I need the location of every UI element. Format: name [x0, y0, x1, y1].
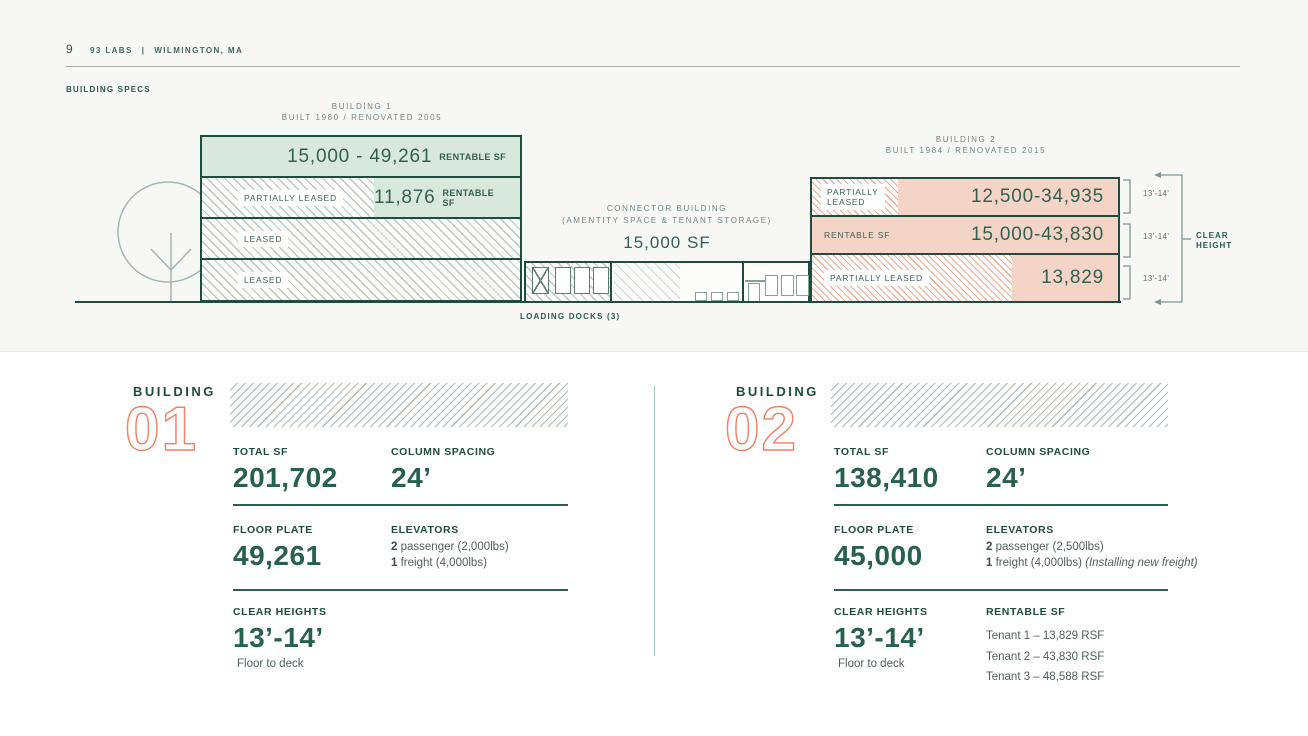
building1-hatch-strip — [230, 383, 568, 427]
building2-floor2-label: RENTABLE SF — [824, 230, 891, 240]
elevator-line-1 — [391, 539, 509, 555]
total-sf-value-2: 138,410 — [834, 462, 939, 493]
building2-floor3-hatch — [812, 255, 1012, 301]
window-1 — [765, 275, 778, 296]
dock-door-crossed — [532, 267, 549, 294]
header-rule — [66, 66, 1240, 67]
clear-height-tick-3: 13'-14' — [1143, 274, 1170, 283]
building1-floor-top-unit: RENTABLE SF — [439, 151, 506, 162]
elevator-line-2 — [986, 555, 1198, 571]
panel1-divider-2 — [233, 589, 568, 591]
building2-spec-panel — [723, 380, 1198, 683]
page-number: 9 — [66, 42, 73, 56]
strip-divider — [742, 263, 744, 301]
building1-floor2-hatch — [202, 178, 374, 217]
dock-door-3 — [593, 267, 609, 294]
connector-subtitle: (AMENTITY SPACE & TENANT STORAGE) — [562, 216, 772, 225]
total-sf-label-2: TOTAL SF — [834, 446, 889, 458]
building1-floor2-value: 11,876 — [374, 186, 436, 208]
clear-heights-value-1: 13’-14’ — [233, 622, 324, 653]
floor-plate-label-2: FLOOR PLATE — [834, 524, 914, 536]
ground-unit-1 — [695, 292, 707, 301]
elevators-label-2: ELEVATORS — [986, 524, 1054, 536]
elevator-line-1 — [986, 539, 1198, 555]
elevator-count: 2 — [986, 541, 993, 553]
building2-floor1-label-line1: PARTIALLY — [827, 187, 879, 197]
building2-diagram — [810, 177, 1120, 303]
building1-diagram — [200, 135, 522, 302]
elevators-lines-2 — [986, 539, 1198, 571]
building2-floor3-value: 13,829 — [1041, 267, 1104, 288]
column-spacing-label-1: COLUMN SPACING — [391, 446, 496, 458]
brand-location: WILMINGTON, MA — [154, 46, 244, 55]
floor-plate-value-2: 45,000 — [834, 540, 923, 571]
building2-number-text: 02 — [725, 396, 798, 460]
ground-unit-3 — [727, 292, 739, 301]
building1-floor2-unit: RENTABLE SF — [442, 187, 495, 208]
building1-number-text: 01 — [125, 396, 198, 460]
elevator-text: passenger (2,500lbs) — [995, 541, 1104, 553]
building1-floor2-label: PARTIALLY LEASED — [238, 190, 343, 206]
rentable-sf-label: RENTABLE SF — [986, 606, 1066, 618]
building2-floor-1 — [812, 179, 1118, 217]
section-label: BUILDING SPECS — [66, 85, 151, 94]
building1-floor4-label: LEASED — [238, 272, 288, 288]
floor-plate-label-1: FLOOR PLATE — [233, 524, 313, 536]
building2-caption — [810, 134, 1122, 156]
building2-floor3-label: PARTIALLY LEASED — [824, 270, 929, 286]
floor-plate-value-1: 49,261 — [233, 540, 322, 571]
brand-separator: | — [141, 46, 146, 55]
elevator-count: 1 — [391, 557, 398, 569]
connector-caption — [524, 203, 810, 253]
tenant-line-2: Tenant 2 – 43,830 RSF — [986, 650, 1105, 663]
building2-floor1-valuearea — [898, 179, 1118, 215]
ground-line — [75, 301, 1121, 303]
building1-title: BUILDING 1 — [331, 102, 393, 111]
brand-name: 93 LABS — [90, 46, 133, 55]
clear-height-label-line1: CLEAR — [1196, 231, 1229, 240]
building2-word: BUILDING — [736, 384, 819, 399]
clear-heights-caption-2: Floor to deck — [838, 658, 905, 670]
clear-heights-value-2: 13’-14’ — [834, 622, 925, 653]
window-3 — [796, 275, 809, 296]
elevators-lines-1 — [391, 539, 509, 571]
building1-floor2-available — [374, 178, 520, 217]
panel2-divider-1 — [834, 504, 1168, 506]
building2-number — [723, 396, 833, 460]
clear-height-label-line2: HEIGHT — [1196, 241, 1233, 250]
panel1-divider-1 — [233, 504, 568, 506]
elevator-line-2 — [391, 555, 509, 571]
connector-ground-strip — [524, 261, 810, 303]
column-spacing-label-2: COLUMN SPACING — [986, 446, 1091, 458]
elevator-text: freight (4,000lbs) — [995, 557, 1082, 569]
total-sf-label-1: TOTAL SF — [233, 446, 288, 458]
window-2 — [781, 275, 794, 296]
elevator-count: 2 — [391, 541, 398, 553]
clear-height-tick-1: 13'-14' — [1143, 189, 1170, 198]
building2-floor-2 — [812, 217, 1118, 255]
building2-hatch-strip — [831, 383, 1168, 427]
building1-floor-4 — [202, 260, 520, 300]
panel2-divider-2 — [834, 589, 1168, 591]
elevator-text: passenger (2,000lbs) — [400, 541, 509, 553]
clear-heights-label-2: CLEAR HEIGHTS — [834, 606, 928, 618]
building2-floor2-value: 15,000-43,830 — [971, 224, 1104, 245]
clear-height-label — [1196, 231, 1232, 251]
total-sf-value-1: 201,702 — [233, 462, 338, 493]
building1-floor-3 — [202, 219, 520, 260]
dock-door-1 — [555, 267, 571, 294]
building1-floor-2 — [202, 178, 520, 219]
elevator-note: (Installing new freight) — [1085, 557, 1198, 569]
building1-floor-top-value: 15,000 - 49,261 — [287, 145, 433, 167]
panel-divider — [654, 386, 655, 656]
tenant-line-3: Tenant 3 – 48,588 RSF — [986, 671, 1105, 683]
elevators-label-1: ELEVATORS — [391, 524, 459, 536]
dock-door-2 — [574, 267, 590, 294]
loading-dock-bay — [526, 263, 612, 301]
building2-floor-3 — [812, 255, 1118, 301]
building1-word: BUILDING — [133, 384, 216, 399]
building2-title: BUILDING 2 — [935, 135, 997, 144]
building1-subtitle: BUILT 1980 / RENOVATED 2005 — [281, 113, 443, 122]
ground-unit-2 — [711, 292, 723, 301]
connector-ramp-hatch — [614, 263, 680, 301]
building1-spec-panel — [123, 380, 593, 680]
connector-title: CONNECTOR BUILDING — [606, 204, 728, 213]
building2-floor3-valuearea — [1012, 255, 1118, 301]
building2-floor1-label — [821, 184, 885, 210]
building2-floor1-hatch — [812, 179, 898, 215]
entry-door — [748, 283, 760, 301]
column-spacing-value-1: 24’ — [391, 462, 432, 493]
clear-heights-caption-1: Floor to deck — [237, 658, 304, 670]
building2-floor1-label-line2: LEASED — [827, 197, 866, 207]
building1-number — [123, 396, 233, 460]
building2-floor2-valuearea — [890, 217, 1118, 253]
tenant-line-1: Tenant 1 – 13,829 RSF — [986, 630, 1105, 642]
building2-subtitle: BUILT 1984 / RENOVATED 2015 — [885, 146, 1047, 155]
elevator-text: freight (4,000lbs) — [400, 557, 487, 569]
clear-heights-label-1: CLEAR HEIGHTS — [233, 606, 327, 618]
building1-floor-top — [202, 137, 520, 178]
elevator-count: 1 — [986, 557, 993, 569]
loading-docks-label: LOADING DOCKS (3) — [520, 312, 621, 321]
entry-lintel — [745, 280, 765, 282]
building1-floor3-label: LEASED — [238, 231, 288, 247]
clear-height-tick-2: 13'-14' — [1143, 232, 1170, 241]
column-spacing-value-2: 24’ — [986, 462, 1027, 493]
building2-floor1-value: 12,500-34,935 — [971, 186, 1104, 207]
building1-caption — [200, 101, 524, 123]
breadcrumb — [90, 46, 243, 55]
connector-value: 15,000 SF — [623, 233, 711, 252]
tenant-list — [986, 626, 1104, 688]
